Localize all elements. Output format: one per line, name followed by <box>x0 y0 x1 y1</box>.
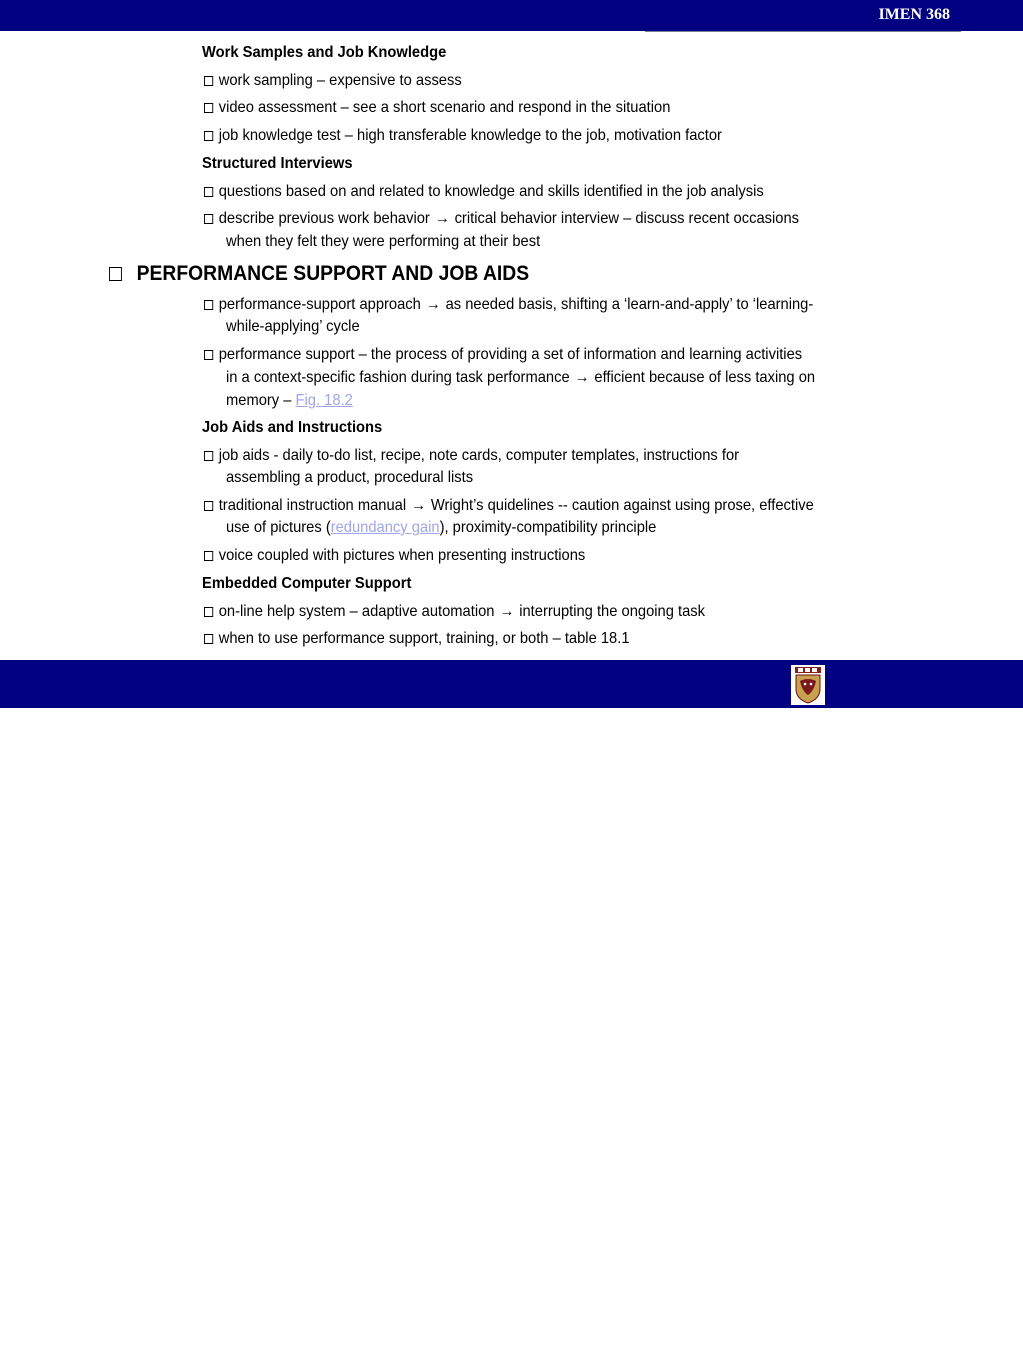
course-code: IMEN 368 <box>878 6 950 23</box>
checkbox-bullet-icon <box>204 103 213 113</box>
list-item-continuation: memory – Fig. 18.2 <box>226 392 353 409</box>
heading-job-aids: Job Aids and Instructions <box>202 419 383 436</box>
checkbox-bullet-icon <box>109 267 122 281</box>
list-item-continuation: use of pictures (redundancy gain), proximity-compatibility principle <box>226 519 657 536</box>
redundancy-gain-link[interactable]: redundancy gain <box>330 519 440 536</box>
list-item: video assessment – see a short scenario and respond in the situation <box>204 98 670 118</box>
list-item: job aids - daily to-do list, recipe, note cards, computer templates, instructions for <box>204 446 739 466</box>
major-heading: PERFORMANCE SUPPORT AND JOB AIDS <box>109 262 529 286</box>
list-item: on-line help system – adaptive automation → interrupting the ongoing task <box>204 602 705 622</box>
fig-18-2-link[interactable]: Fig. 18.2 <box>295 392 353 409</box>
checkbox-bullet-icon <box>204 350 213 360</box>
list-item-continuation: while-applying’ cycle <box>226 318 360 335</box>
heading-work-samples: Work Samples and Job Knowledge <box>202 44 447 61</box>
checkbox-bullet-icon <box>204 300 213 310</box>
checkbox-bullet-icon <box>204 451 213 461</box>
heading-structured-interviews: Structured Interviews <box>202 155 353 172</box>
arrow-right-icon: → <box>434 210 450 227</box>
checkbox-bullet-icon <box>204 187 213 197</box>
checkbox-bullet-icon <box>204 76 213 86</box>
list-item-continuation: in a context-specific fashion during task performance → efficient because of less taxing on <box>226 369 816 386</box>
arrow-right-icon: → <box>499 603 515 620</box>
list-item: work sampling – expensive to assess <box>204 71 462 91</box>
header-underline <box>645 31 961 32</box>
checkbox-bullet-icon <box>204 607 213 617</box>
list-item: job knowledge test – high transferable knowledge to the job, motivation factor <box>204 126 722 146</box>
checkbox-bullet-icon <box>204 501 213 511</box>
list-item: questions based on and related to knowledge and skills identified in the job analysis <box>204 182 764 202</box>
checkbox-bullet-icon <box>204 634 213 644</box>
university-crest-icon <box>791 665 825 705</box>
list-item-continuation: when they felt they were performing at their best <box>226 233 541 250</box>
arrow-right-icon: → <box>574 369 590 386</box>
footer-bar <box>0 660 1023 1360</box>
header-bar <box>0 0 1023 31</box>
list-item-continuation: assembling a product, procedural lists <box>226 469 474 486</box>
list-item: traditional instruction manual → Wright’s quidelines -- caution against using prose, effective <box>204 496 814 516</box>
checkbox-bullet-icon <box>204 131 213 141</box>
list-item: voice coupled with pictures when presenting instructions <box>204 546 585 566</box>
list-item: performance-support approach → as needed basis, shifting a ‘learn-and-apply’ to ‘learning- <box>204 295 813 315</box>
checkbox-bullet-icon <box>204 551 213 561</box>
list-item: performance support – the process of providing a set of information and learning activities <box>204 345 802 365</box>
checkbox-bullet-icon <box>204 214 213 224</box>
department-name: 정보경영공학부 <box>848 1339 984 1360</box>
list-item: describe previous work behavior → critical behavior interview – discuss recent occasions <box>204 209 799 229</box>
arrow-right-icon: → <box>411 497 426 514</box>
heading-embedded-computer-support: Embedded Computer Support <box>202 575 412 592</box>
list-item: when to use performance support, training, or both – table 18.1 <box>204 629 630 649</box>
arrow-right-icon: → <box>425 296 441 313</box>
